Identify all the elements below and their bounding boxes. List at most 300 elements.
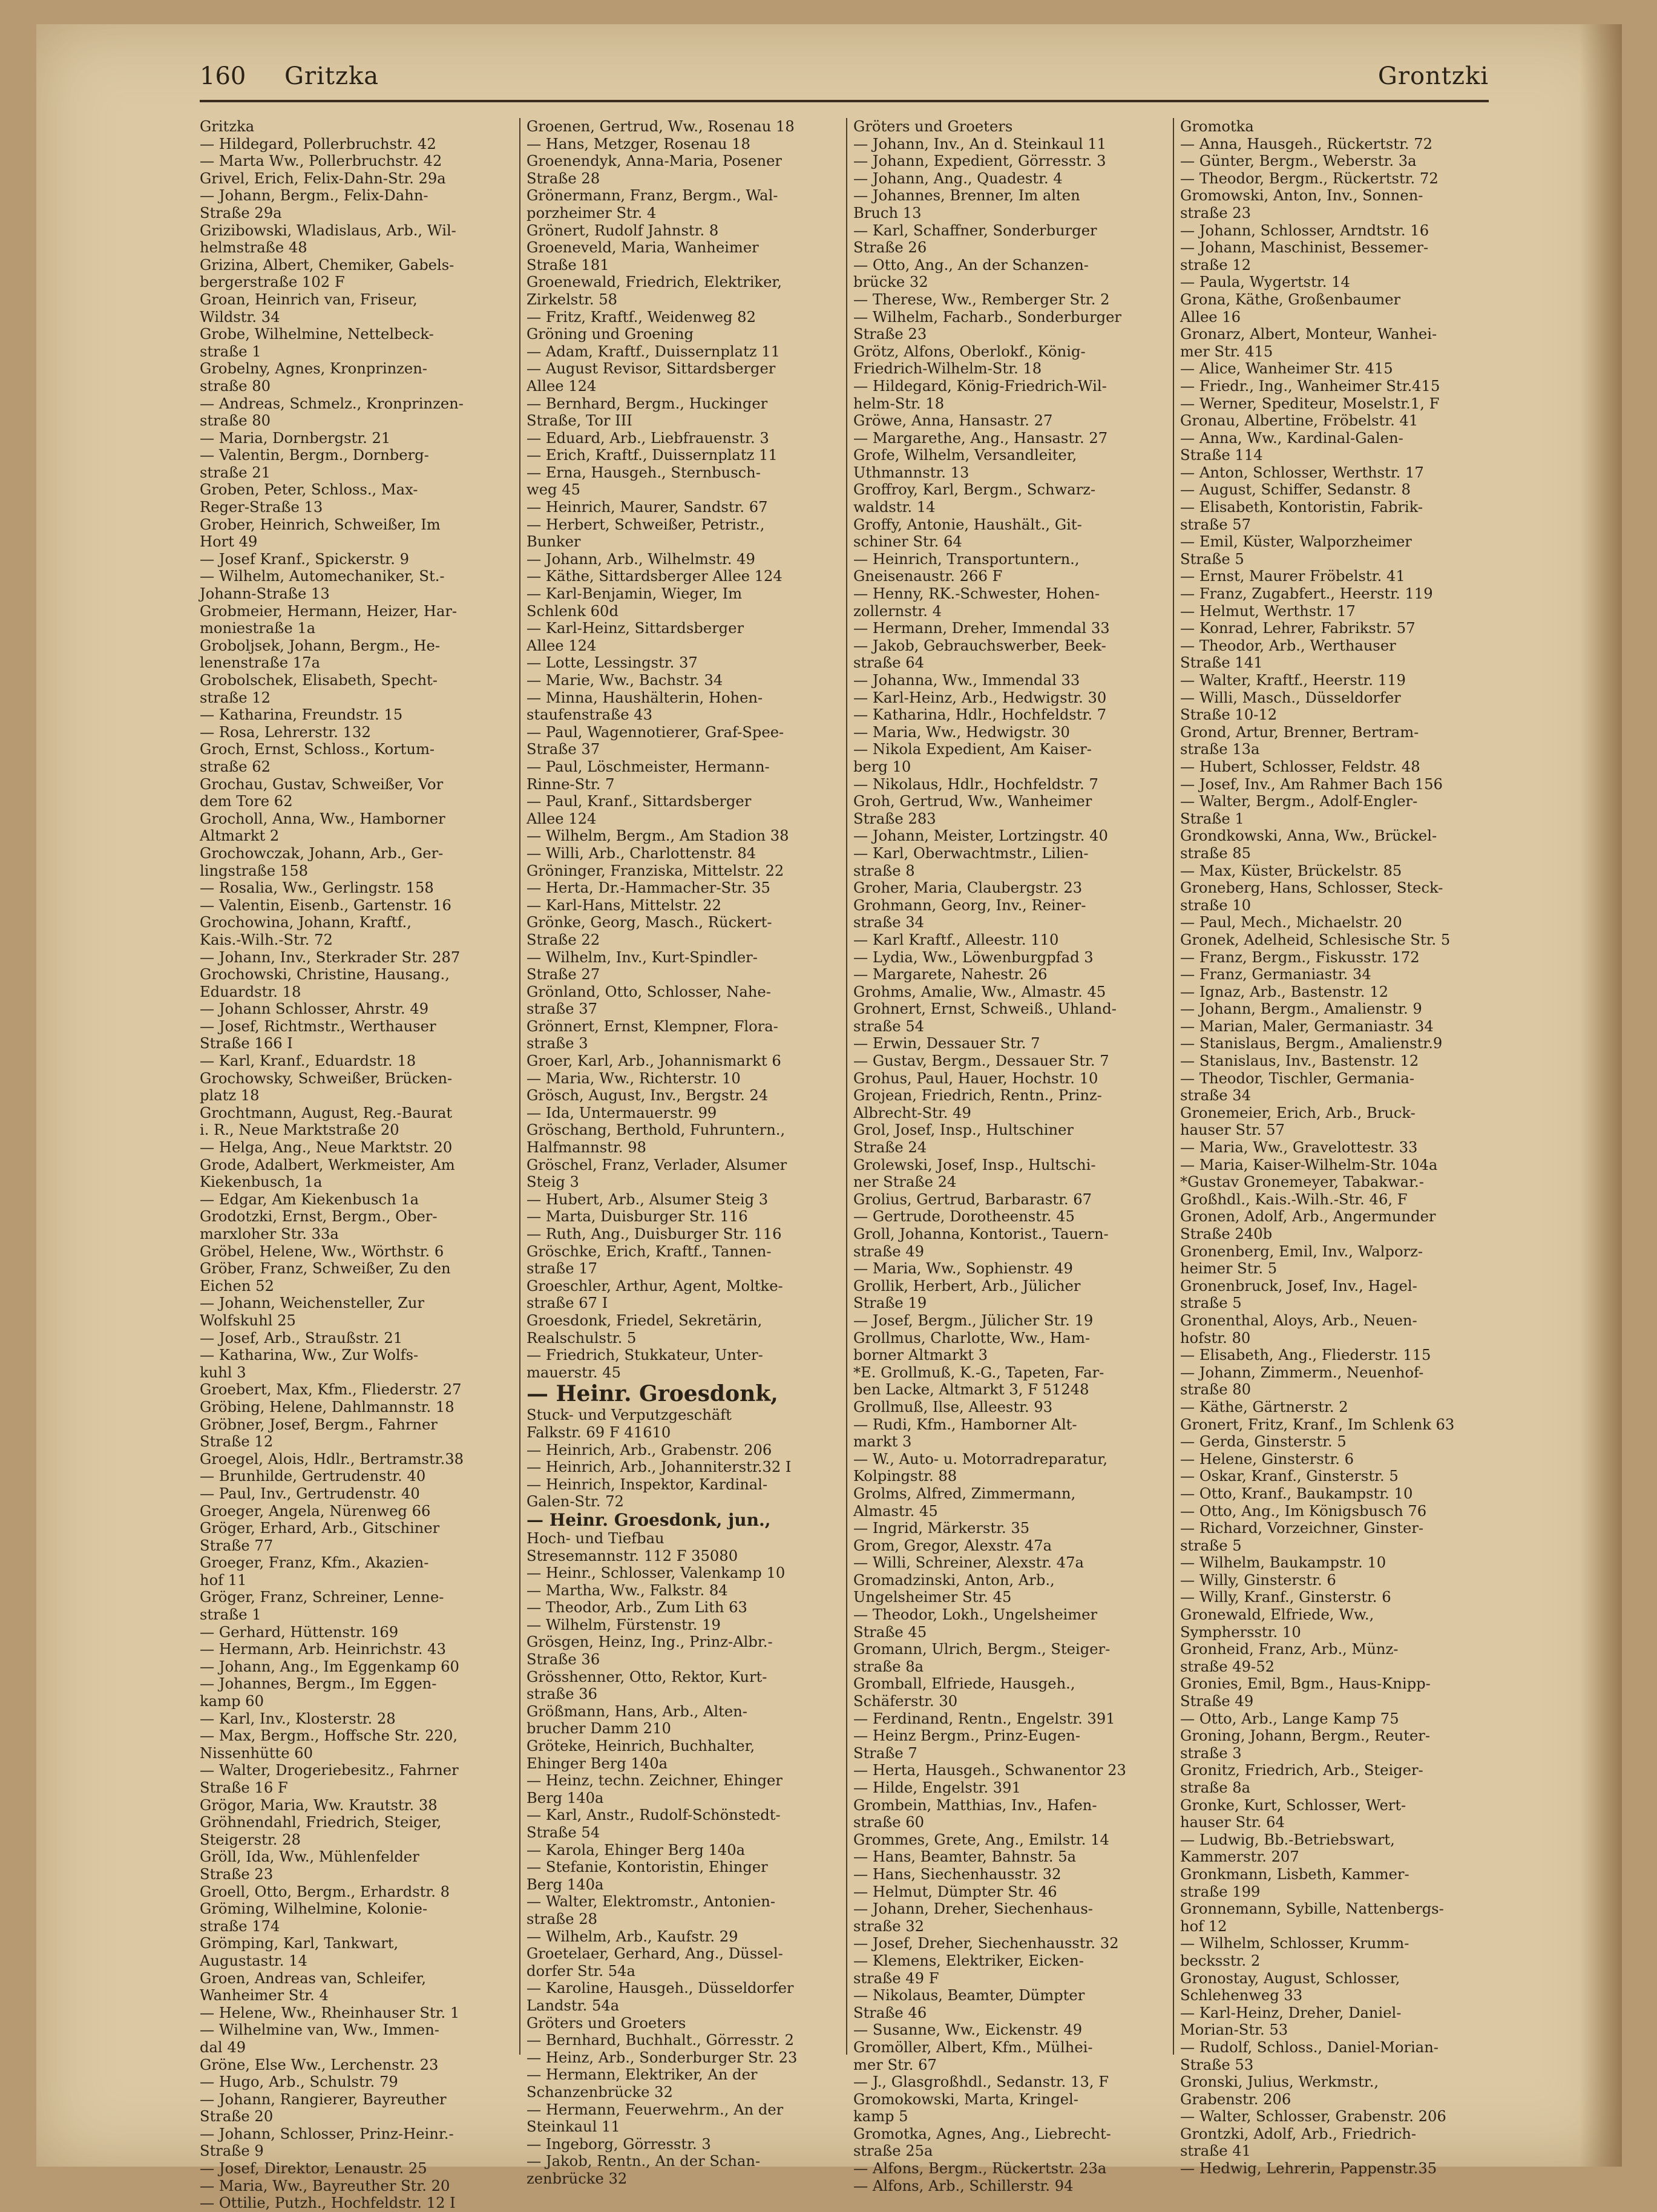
directory-entry-line: straße 54 [853, 1017, 925, 1035]
directory-entry-line: Straße 20 [200, 2108, 274, 2125]
directory-entry-line: — Elisabeth, Kontoristin, Fabrik- [1180, 499, 1423, 516]
directory-entry-line: — Rudi, Kfm., Hamborner Alt- [853, 1416, 1077, 1433]
directory-entry-line: — Lydia, Ww., Löwenburgpfad 3 [853, 948, 1094, 966]
directory-entry-line: Ungelsheimer Str. 45 [853, 1589, 1012, 1606]
directory-entry-line: mer Str. 415 [1180, 343, 1273, 360]
directory-entry-line: Grochowina, Johann, Kraftf., [200, 914, 412, 931]
directory-entry-line: — Maria, Ww., Gravelottestr. 33 [1180, 1139, 1418, 1157]
directory-entry-line: — Jakob, Gebrauchswerber, Beek- [853, 637, 1106, 654]
directory-entry-line: Reger-Straße 13 [200, 499, 323, 516]
directory-entry-line: Straße 114 [1180, 447, 1263, 464]
directory-entry-line: Gronemeier, Erich, Arb., Bruck- [1180, 1104, 1416, 1121]
directory-entry-line: Gröschel, Franz, Verlader, Alsumer [527, 1156, 787, 1173]
directory-entry-line: Gromowski, Anton, Inv., Sonnen- [1180, 187, 1423, 205]
directory-entry-line: Groboljsek, Johann, Bergm., He- [200, 637, 440, 654]
directory-entry-line: *E. Grollmuß, K.-G., Tapeten, Far- [853, 1364, 1104, 1381]
directory-entry-line: — Friedrich, Stukkateur, Unter- [527, 1347, 763, 1364]
directory-entry-line: — Wilhelm, Arb., Kaufstr. 29 [527, 1928, 738, 1945]
directory-entry-line: Berg 140a [527, 1876, 604, 1893]
directory-entry-line: Grochtmann, August, Reg.-Baurat [200, 1104, 453, 1121]
directory-entry-line: — Jakob, Rentn., An der Schan- [527, 2153, 761, 2170]
directory-entry-line: — Theodor, Bergm., Rückertstr. 72 [1180, 169, 1439, 187]
directory-entry-line: straße 41 [1180, 2142, 1252, 2160]
directory-column-4 [1180, 118, 1495, 2178]
directory-entry-line: straße 1 [200, 1606, 261, 1624]
directory-entry-line: — Erwin, Dessauer Str. 7 [853, 1035, 1040, 1052]
directory-entry-line: Albrecht-Str. 49 [853, 1104, 971, 1121]
directory-entry-line: Rinne-Str. 7 [527, 775, 615, 793]
directory-entry-line: helm-Str. 18 [853, 395, 945, 412]
directory-entry-line: Straße 36 [527, 1651, 600, 1669]
directory-entry-line: Straße 45 [853, 1623, 927, 1641]
directory-entry-line: — Katharina, Hdlr., Hochfeldstr. 7 [853, 706, 1107, 724]
directory-entry-line: — Margarete, Nahestr. 26 [853, 966, 1048, 983]
directory-entry-line: Steigerstr. 28 [200, 1831, 301, 1848]
directory-entry-line: — Walter, Kraftf., Heerstr. 119 [1180, 672, 1406, 689]
directory-entry-line: — Johann, Inv., An d. Steinkaul 11 [853, 135, 1107, 153]
directory-entry-line: straße 23 [1180, 204, 1252, 222]
directory-entry-line: Groeneveld, Maria, Wanheimer [527, 239, 759, 257]
directory-entry-line: helmstraße 48 [200, 239, 307, 257]
directory-entry-line: Straße 24 [853, 1139, 927, 1157]
directory-entry-line: — Stanislaus, Inv., Bastenstr. 12 [1180, 1052, 1419, 1070]
page-number: 160 [200, 62, 246, 90]
directory-entry-line: straße 1 [200, 343, 261, 360]
directory-entry-line: Gröters und Groeters [527, 2014, 686, 2032]
directory-entry-line: — Helga, Ang., Neue Marktstr. 20 [200, 1139, 453, 1157]
directory-entry-line: Straße 9 [200, 2142, 264, 2160]
directory-entry-line: Groll, Johanna, Kontorist., Tauern- [853, 1226, 1109, 1242]
directory-entry-line: — Marta Ww., Pollerbruchstr. 42 [200, 153, 442, 170]
directory-entry-line: Gronenberg, Emil, Inv., Walporz- [1180, 1242, 1423, 1260]
directory-entry-line: — Katharina, Freundstr. 15 [200, 706, 403, 724]
directory-entry-line: straße 57 [1180, 516, 1252, 533]
directory-entry-line: — Brunhilde, Gertrudenstr. 40 [200, 1468, 426, 1485]
directory-entry-line: Gröll, Ida, Ww., Mühlenfelder [200, 1848, 419, 1866]
directory-entry-line: Straße 23 [200, 1865, 274, 1883]
directory-entry-line: ner Straße 24 [853, 1173, 957, 1191]
directory-entry-line: — Anna, Hausgeh., Rückertstr. 72 [1180, 135, 1433, 153]
directory-entry-line: — Ferdinand, Rentn., Engelstr. 391 [853, 1710, 1115, 1727]
directory-entry-line: Straße 7 [853, 1744, 917, 1762]
directory-entry-line: — Bernhard, Buchhalt., Görresstr. 2 [527, 2032, 795, 2049]
directory-entry-line: — Richard, Vorzeichner, Ginster- [1180, 1520, 1424, 1537]
directory-entry-line: Grochowski, Christine, Hausang., [200, 966, 450, 983]
directory-entry-line: Gronek, Adelheid, Schlesische Str. 5 [1180, 931, 1451, 948]
directory-entry-line: — Johann, Expedient, Görresstr. 3 [853, 153, 1106, 170]
directory-entry-line: Kammerstr. 207 [1180, 1848, 1299, 1866]
directory-entry-line: hauser Str. 64 [1180, 1814, 1285, 1831]
directory-entry-line: Groneberg, Hans, Schlosser, Steck- [1180, 879, 1443, 897]
directory-entry-line: — Johann, Bergm., Felix-Dahn- [200, 187, 428, 205]
directory-entry-line: Grode, Adalbert, Werkmeister, Am [200, 1156, 455, 1173]
directory-entry-line: — Martha, Ww., Falkstr. 84 [527, 1581, 728, 1599]
directory-entry-line: — Marta, Duisburger Str. 116 [527, 1208, 748, 1226]
directory-entry-line: Straße 19 [853, 1295, 927, 1312]
directory-entry-line: — Paul, Löschmeister, Hermann- [527, 758, 770, 775]
directory-entry-line: — Wilhelm, Bergm., Am Stadion 38 [527, 827, 789, 845]
directory-entry-line: Grombein, Matthias, Inv., Hafen- [853, 1796, 1097, 1814]
directory-entry-line: Straße 23 [853, 326, 927, 343]
directory-entry-line: Grizibowski, Wladislaus, Arb., Wil- [200, 222, 456, 239]
directory-entry-line: — Heinr., Schlosser, Valenkamp 10 [527, 1564, 786, 1582]
directory-entry-line: — Rosa, Lehrerstr. 132 [200, 723, 371, 741]
directory-entry-line: — Hildegard, König-Friedrich-Wil- [853, 377, 1107, 395]
directory-entry-line: Augustastr. 14 [200, 1952, 307, 1969]
directory-entry-line: — Maria, Dornbergstr. 21 [200, 429, 391, 447]
directory-entry-line: — Helene, Ginsterstr. 6 [1180, 1450, 1354, 1468]
directory-entry-line: — Herbert, Schweißer, Petristr., [527, 516, 765, 533]
directory-entry-line: — Theodor, Lokh., Ungelsheimer [853, 1606, 1098, 1624]
directory-entry-line: — Alfons, Bergm., Rückertstr. 23a [853, 2160, 1107, 2178]
directory-entry-line: Morian-Str. 53 [1180, 2021, 1288, 2039]
directory-entry-line: weg 45 [527, 481, 580, 499]
directory-entry-line: — Otto, Ang., Im Königsbusch 76 [1180, 1502, 1427, 1520]
directory-entry-line: straße 34 [1180, 1087, 1252, 1104]
directory-entry-line: — Johann, Inv., Sterkrader Str. 287 [200, 948, 461, 966]
directory-entry-line: Straße 54 [527, 1824, 600, 1841]
directory-entry-line: straße 25a [853, 2142, 933, 2160]
directory-entry-line: — Margarethe, Ang., Hansastr. 27 [853, 429, 1108, 447]
directory-entry-line: *Gustav Gronemeyer, Tabakwar.- [1180, 1173, 1424, 1191]
directory-entry-line: — Lotte, Lessingstr. 37 [527, 654, 698, 672]
directory-entry-line: Gröschke, Erich, Kraftf., Tannen- [527, 1242, 772, 1260]
directory-entry-line: Eduardstr. 18 [200, 983, 301, 1000]
directory-entry-line: Grivel, Erich, Felix-Dahn-Str. 29a [200, 169, 446, 187]
directory-entry-line: — Friedr., Ing., Wanheimer Str.415 [1180, 377, 1440, 395]
directory-entry-line: — Theodor, Tischler, Germania- [1180, 1069, 1414, 1087]
directory-entry-line: — Klemens, Elektriker, Eicken- [853, 1952, 1084, 1969]
directory-entry-line: — Susanne, Ww., Eickenstr. 49 [853, 2021, 1083, 2039]
directory-entry-line: — Theodor, Arb., Werthauser [1180, 637, 1396, 654]
directory-entry-line: Grösshenner, Otto, Rektor, Kurt- [527, 1668, 767, 1685]
directory-entry-line: straße 174 [200, 1917, 280, 1935]
directory-entry-line: Wanheimer Str. 4 [200, 1987, 329, 2004]
directory-entry-line: Straße, Tor III [527, 412, 632, 430]
directory-entry-line: — Willy, Kranf., Ginsterstr. 6 [1180, 1589, 1391, 1606]
directory-entry-line: — Hubert, Arb., Alsumer Steig 3 [527, 1190, 769, 1208]
directory-entry-line: Groen, Andreas van, Schleifer, [200, 1969, 427, 1987]
directory-entry-line: Straße 10-12 [1180, 706, 1278, 724]
directory-entry-line: — Paul, Mech., Michaelstr. 20 [1180, 914, 1402, 931]
directory-entry-line: dal 49 [200, 2038, 246, 2056]
directory-entry-line: — Johann, Meister, Lortzingstr. 40 [853, 827, 1108, 845]
directory-entry-line: Grabenstr. 206 [1180, 2090, 1291, 2108]
directory-entry-line: — Johanna, Ww., Immendal 33 [853, 672, 1080, 689]
directory-entry-line: Grollmuß, Ilse, Alleestr. 93 [853, 1398, 1053, 1416]
directory-entry-line: Straße 22 [527, 931, 600, 948]
directory-entry-line: lenenstraße 17a [200, 654, 320, 672]
directory-entry-line: Groben, Peter, Schloss., Max- [200, 481, 418, 499]
directory-entry-line: Eichen 52 [200, 1277, 274, 1295]
directory-entry-line: Grönland, Otto, Schlosser, Nahe- [527, 983, 771, 1000]
directory-entry-line: — August Revisor, Sittardsberger [527, 360, 776, 378]
directory-entry-line: — Josef, Inv., Am Rahmer Bach 156 [1180, 775, 1443, 793]
directory-entry-line: — Edgar, Am Kiekenbusch 1a [200, 1190, 419, 1208]
directory-entry-line: Gröninger, Franziska, Mittelstr. 22 [527, 862, 784, 879]
directory-entry-line: — Otto, Arb., Lange Kamp 75 [1180, 1710, 1399, 1727]
directory-entry-line: — Maria, Ww., Sophienstr. 49 [853, 1260, 1073, 1278]
directory-entry-line: Kiekenbusch, 1a [200, 1173, 323, 1191]
directory-entry-line: Grösch, August, Inv., Bergstr. 24 [527, 1087, 769, 1104]
directory-entry-line: — Stefanie, Kontoristin, Ehinger [527, 1859, 768, 1876]
directory-entry-line: dem Tore 62 [200, 793, 293, 810]
directory-entry-line: Galen-Str. 72 [527, 1493, 624, 1511]
directory-entry-line: Allee 124 [527, 377, 597, 395]
directory-entry-line: Grögor, Maria, Ww. Krautstr. 38 [200, 1796, 438, 1814]
directory-entry-line: — Stanislaus, Bergm., Amalienstr.9 [1180, 1035, 1443, 1052]
directory-entry-line: straße 49-52 [1180, 1658, 1275, 1675]
directory-entry-line: Gröhnendahl, Friedrich, Steiger, [200, 1814, 442, 1831]
directory-entry-line: waldstr. 14 [853, 499, 936, 516]
directory-entry-line: Gröger, Franz, Schreiner, Lenne- [200, 1589, 444, 1606]
directory-entry-line: — Johann, Maschinist, Bessemer- [1180, 239, 1429, 257]
directory-entry-line: — Johann, Dreher, Siechenhaus- [853, 1900, 1093, 1918]
directory-entry-line: i. R., Neue Marktstraße 20 [200, 1121, 399, 1139]
directory-entry-line: Gronau, Albertine, Fröbelstr. 41 [1180, 412, 1419, 430]
directory-entry-line: Hoch- und Tiefbau [527, 1529, 664, 1547]
directory-entry-line: — Werner, Spediteur, Moselstr.1, F [1180, 395, 1440, 412]
directory-entry-line: — J., Glasgroßhdl., Sedanstr. 13, F [853, 2073, 1109, 2091]
directory-entry-line: — Karola, Ehinger Berg 140a [527, 1841, 746, 1859]
directory-entry-line: Grizina, Albert, Chemiker, Gabels- [200, 256, 454, 274]
directory-entry-line: — Johann, Zimmerm., Neuenhof- [1180, 1364, 1424, 1381]
directory-entry-line: Groeger, Angela, Nürenweg 66 [200, 1502, 431, 1520]
directory-entry-line: — W., Auto- u. Motorradreparatur, [853, 1450, 1108, 1468]
directory-entry-line: Groenen, Gertrud, Ww., Rosenau 18 [527, 118, 795, 135]
directory-entry-line: straße 32 [853, 1917, 925, 1935]
directory-entry-line: kuhl 3 [200, 1364, 246, 1381]
directory-entry-line: — Josef, Bergm., Jülicher Str. 19 [853, 1311, 1094, 1329]
directory-entry-line: — Paul, Kranf., Sittardsberger [527, 793, 752, 810]
directory-entry-line: Gröber, Franz, Schweißer, Zu den [200, 1260, 451, 1278]
directory-entry-line: straße 64 [853, 654, 925, 672]
directory-entry-line: Groan, Heinrich van, Friseur, [200, 290, 418, 308]
directory-entry-line: Straße 5 [1180, 550, 1244, 568]
directory-entry-line: Straße 27 [527, 966, 600, 983]
directory-entry-line: Gronen, Adolf, Arb., Angermunder [1180, 1208, 1436, 1226]
directory-entry-line: — Erich, Kraftf., Duissernplatz 11 [527, 447, 778, 464]
directory-entry-line: Hort 49 [200, 533, 258, 551]
directory-entry-line: kamp 5 [853, 2108, 908, 2125]
directory-entry-line: — Karl, Oberwachtmstr., Lilien- [853, 844, 1089, 862]
directory-entry-line: Groenewald, Friedrich, Elektriker, [527, 274, 782, 291]
directory-entry-line: — Heinz Bergm., Prinz-Eugen- [853, 1727, 1081, 1745]
directory-entry-line: straße 5 [1180, 1295, 1242, 1312]
directory-entry-line: Grober, Heinrich, Schweißer, Im [200, 516, 441, 533]
directory-entry-line: — Otto, Kranf., Baukampstr. 10 [1180, 1485, 1413, 1502]
directory-entry-line: — Maria, Ww., Richterstr. 10 [527, 1069, 741, 1087]
directory-entry-line: — Wilhelm, Automechaniker, St.- [200, 568, 445, 585]
directory-entry-line: Gronostay, August, Schlosser, [1180, 1969, 1400, 1987]
directory-entry-line: — Paula, Wygertstr. 14 [1180, 274, 1350, 291]
directory-entry-line: Groher, Maria, Claubergstr. 23 [853, 879, 1083, 897]
directory-entry-line: Falkstr. 69 F 41610 [527, 1423, 671, 1441]
directory-entry-line: — Nikolaus, Hdlr., Hochfeldstr. 7 [853, 775, 1098, 793]
directory-entry-line: Grolms, Alfred, Zimmermann, [853, 1485, 1076, 1502]
directory-entry-line: — Ida, Untermauerstr. 99 [527, 1104, 717, 1121]
directory-entry-line: straße 17 [527, 1260, 598, 1278]
directory-entry-line: — Johann, Schlosser, Arndtstr. 16 [1180, 222, 1429, 239]
directory-entry-line: lingstraße 158 [200, 862, 308, 879]
directory-entry-line: Grona, Käthe, Großenbaumer [1180, 290, 1401, 308]
directory-entry-line: — Josef, Dreher, Siechenhausstr. 32 [853, 1935, 1119, 1952]
directory-entry-line: Almastr. 45 [853, 1502, 938, 1520]
directory-entry-line: — Gustav, Bergm., Dessauer Str. 7 [853, 1052, 1109, 1070]
directory-entry-line: Gröbing, Helene, Dahlmannstr. 18 [200, 1398, 454, 1416]
directory-entry-line: — Therese, Ww., Remberger Str. 2 [853, 290, 1110, 308]
directory-entry-line: Straße 37 [527, 741, 600, 758]
page-edge-shadow [1580, 24, 1622, 2167]
directory-entry-line: — Karl, Schaffner, Sonderburger [853, 222, 1097, 239]
directory-entry-line: Grönke, Georg, Masch., Rückert- [527, 914, 772, 931]
directory-entry-line: Grofe, Wilhelm, Versandleiter, [853, 447, 1077, 464]
directory-entry-line: — Hermann, Arb. Heinrichstr. 43 [200, 1641, 446, 1658]
directory-entry-line: straße 80 [200, 412, 271, 430]
directory-entry-line: brucher Damm 210 [527, 1720, 671, 1738]
directory-entry-line: Gromann, Ulrich, Bergm., Steiger- [853, 1641, 1111, 1658]
directory-entry-line: mer Str. 67 [853, 2056, 937, 2073]
directory-entry-line: — Willi, Masch., Düsseldorfer [1180, 689, 1401, 706]
directory-entry-line: Gröger, Erhard, Arb., Gitschiner [200, 1520, 440, 1537]
column-divider [846, 118, 847, 2055]
directory-entry-line: Grodotzki, Ernst, Bergm., Ober- [200, 1208, 438, 1226]
directory-entry-line: straße 49 [853, 1242, 925, 1260]
directory-entry-line: Grojean, Friedrich, Rentn., Prinz- [853, 1087, 1102, 1104]
directory-entry-line: — Johannes, Bergm., Im Eggen- [200, 1675, 437, 1693]
directory-entry-line: Gromotka, Agnes, Ang., Liebrecht- [853, 2125, 1111, 2142]
directory-entry-line: Gronnemann, Sybille, Nattenbergs- [1180, 1900, 1444, 1918]
directory-entry-line: — Karoline, Hausgeh., Düsseldorfer [527, 1980, 794, 1997]
directory-entry-line: Gröwe, Anna, Hansastr. 27 [853, 412, 1053, 430]
directory-entry-line: Grömping, Karl, Tankwart, [200, 1935, 399, 1952]
directory-entry-line: Gronski, Julius, Werkmstr., [1180, 2073, 1379, 2091]
directory-entry-line: straße 8 [853, 862, 915, 879]
directory-entry-line: — Elisabeth, Ang., Fliederstr. 115 [1180, 1347, 1431, 1364]
directory-entry-line: straße 62 [200, 758, 271, 775]
directory-entry-line: — Ludwig, Bb.-Betriebswart, [1180, 1831, 1395, 1848]
directory-entry-line: — Bernhard, Bergm., Huckinger [527, 395, 768, 412]
directory-entry-line: Größmann, Hans, Arb., Alten- [527, 1702, 747, 1720]
directory-entry-line: berg 10 [853, 758, 911, 775]
directory-entry-line: Groeschler, Arthur, Agent, Moltke- [527, 1277, 783, 1295]
page-header [200, 51, 1489, 102]
directory-entry-line: Grobe, Wilhelmine, Nettelbeck- [200, 326, 434, 343]
directory-entry-line: Gröschang, Berthold, Fuhruntern., [527, 1121, 786, 1139]
running-head-right: Grontzki [1377, 62, 1489, 90]
directory-entry-line: straße 13a [1180, 741, 1260, 758]
directory-entry-line: — Franz, Bergm., Fiskusstr. 172 [1180, 948, 1420, 966]
directory-entry-line: Allee 124 [527, 637, 597, 654]
directory-entry-line: — Heinz, techn. Zeichner, Ehinger [527, 1772, 783, 1790]
directory-entry-line: Berg 140a [527, 1789, 604, 1807]
directory-entry-line: Grom, Gregor, Alexstr. 47a [853, 1537, 1052, 1554]
directory-entry-line: — Maria, Ww., Bayreuther Str. 20 [200, 2177, 450, 2194]
directory-entry-line: Grollmus, Charlotte, Ww., Ham- [853, 1329, 1091, 1347]
directory-entry-line: — Heinrich, Maurer, Sandstr. 67 [527, 499, 768, 516]
directory-entry-line: — Franz, Zugabfert., Heerstr. 119 [1180, 585, 1433, 603]
directory-entry-line: hof 12 [1180, 1917, 1227, 1935]
directory-entry-line: mauerstr. 45 [527, 1364, 622, 1381]
directory-entry-line: — Hugo, Arb., Schulstr. 79 [200, 2073, 398, 2091]
directory-entry-line: — Karl, Anstr., Rudolf-Schönstedt- [527, 1807, 781, 1824]
directory-entry-line: Straße 181 [527, 256, 609, 274]
directory-entry-line: — Hans, Beamter, Bahnstr. 5a [853, 1848, 1077, 1866]
directory-entry-line: Grohnert, Ernst, Schweiß., Uhland- [853, 1000, 1117, 1018]
directory-entry-line: Groeger, Franz, Kfm., Akazien- [200, 1554, 429, 1572]
directory-column-3 [853, 118, 1168, 2194]
directory-entry-line: Straße 77 [200, 1537, 274, 1554]
directory-entry-line: Gröning und Groening [527, 326, 694, 343]
directory-entry-line: Gronke, Kurt, Schlosser, Wert- [1180, 1796, 1406, 1814]
directory-entry-line: — Josef, Direktor, Lenaustr. 25 [200, 2160, 427, 2178]
directory-entry-line: Grolewski, Josef, Insp., Hultschi- [853, 1156, 1096, 1173]
directory-entry-line: Groning, Johann, Bergm., Reuter- [1180, 1727, 1430, 1745]
directory-entry-line: — Ottilie, Putzh., Hochfeldstr. 12 I [200, 2194, 456, 2212]
directory-entry-line: — Willi, Schreiner, Alexstr. 47a [853, 1554, 1084, 1572]
directory-entry-line: Uthmannstr. 13 [853, 464, 970, 481]
directory-entry-line: — Helmut, Dümpter Str. 46 [853, 1883, 1057, 1900]
directory-entry-line: — Adam, Kraftf., Duissernplatz 11 [527, 343, 780, 360]
directory-entry-line: staufenstraße 43 [527, 706, 653, 724]
directory-entry-line: — Franz, Germaniastr. 34 [1180, 966, 1371, 983]
directory-entry-line: straße 60 [853, 1814, 925, 1831]
directory-entry-line: — Hermann, Feuerwehrm., An der [527, 2101, 784, 2118]
directory-entry-line: straße 21 [200, 464, 271, 481]
directory-entry-line: — Hermann, Dreher, Immendal 33 [853, 620, 1110, 637]
directory-entry-line: Straße 49 [1180, 1693, 1254, 1710]
directory-entry-line: — Max, Bergm., Hoffsche Str. 220, [200, 1727, 458, 1745]
directory-entry-line: — Johann, Bergm., Amalienstr. 9 [1180, 1000, 1422, 1018]
directory-entry-line: — Helmut, Werthstr. 17 [1180, 602, 1356, 620]
directory-entry-line: — Johann, Ang., Im Eggenkamp 60 [200, 1658, 459, 1675]
directory-entry-line: Gneisenaustr. 266 F [853, 568, 1003, 585]
directory-entry-line: Gronkmann, Lisbeth, Kammer- [1180, 1865, 1409, 1883]
directory-entry-line: — Paul, Inv., Gertrudenstr. 40 [200, 1485, 420, 1502]
directory-entry-line: becksstr. 2 [1180, 1952, 1261, 1969]
directory-entry-line: — Johann Schlosser, Ahrstr. 49 [200, 1000, 429, 1018]
directory-entry-line: Groell, Otto, Bergm., Erhardstr. 8 [200, 1883, 450, 1900]
directory-entry-line: Groffy, Antonie, Haushält., Git- [853, 516, 1082, 533]
directory-entry-line: Gromball, Elfriede, Hausgeh., [853, 1675, 1075, 1693]
directory-entry-line: Gromadzinski, Anton, Arb., [853, 1571, 1055, 1589]
directory-entry-line: moniestraße 1a [200, 620, 316, 637]
column-divider [1173, 118, 1174, 2055]
directory-entry-line: — Wilhelm, Facharb., Sonderburger [853, 308, 1121, 326]
directory-entry-line: — Wilhelm, Fürstenstr. 19 [527, 1616, 721, 1633]
directory-entry-line: straße 34 [853, 914, 925, 931]
directory-entry-line: — Josef Kranf., Spickerstr. 9 [200, 550, 409, 568]
directory-entry-line: — Käthe, Gärtnerstr. 2 [1180, 1398, 1348, 1416]
directory-entry-line: — Karl, Kranf., Eduardstr. 18 [200, 1052, 416, 1070]
directory-entry-line: — Ignaz, Arb., Bastenstr. 12 [1180, 983, 1389, 1000]
directory-entry-line: porzheimer Str. 4 [527, 204, 657, 222]
directory-entry-line: Straße 166 I [200, 1035, 293, 1052]
directory-entry-line: Grönnert, Ernst, Klempner, Flora- [527, 1017, 778, 1035]
directory-column-2 [527, 118, 841, 2187]
directory-entry-line: — Hilde, Engelstr. 391 [853, 1779, 1021, 1796]
directory-entry-line: Straße 1 [1180, 810, 1244, 827]
directory-entry-line: — Karl-Hans, Mittelstr. 22 [527, 896, 721, 914]
directory-entry-line: — Erna, Hausgeh., Sternbusch- [527, 464, 761, 481]
directory-entry-line: Grocholl, Anna, Ww., Hamborner [200, 810, 445, 827]
directory-entry-line: Gromokowski, Marta, Kringel- [853, 2090, 1078, 2108]
directory-entry-line: schiner Str. 64 [853, 533, 962, 551]
directory-entry-line: Altmarkt 2 [200, 827, 280, 845]
directory-entry-line: — Wilhelm, Baukampstr. 10 [1180, 1554, 1386, 1572]
directory-entry-line: Grommes, Grete, Ang., Emilstr. 14 [853, 1831, 1109, 1848]
directory-entry-line: Grohms, Amalie, Ww., Almastr. 45 [853, 983, 1106, 1000]
